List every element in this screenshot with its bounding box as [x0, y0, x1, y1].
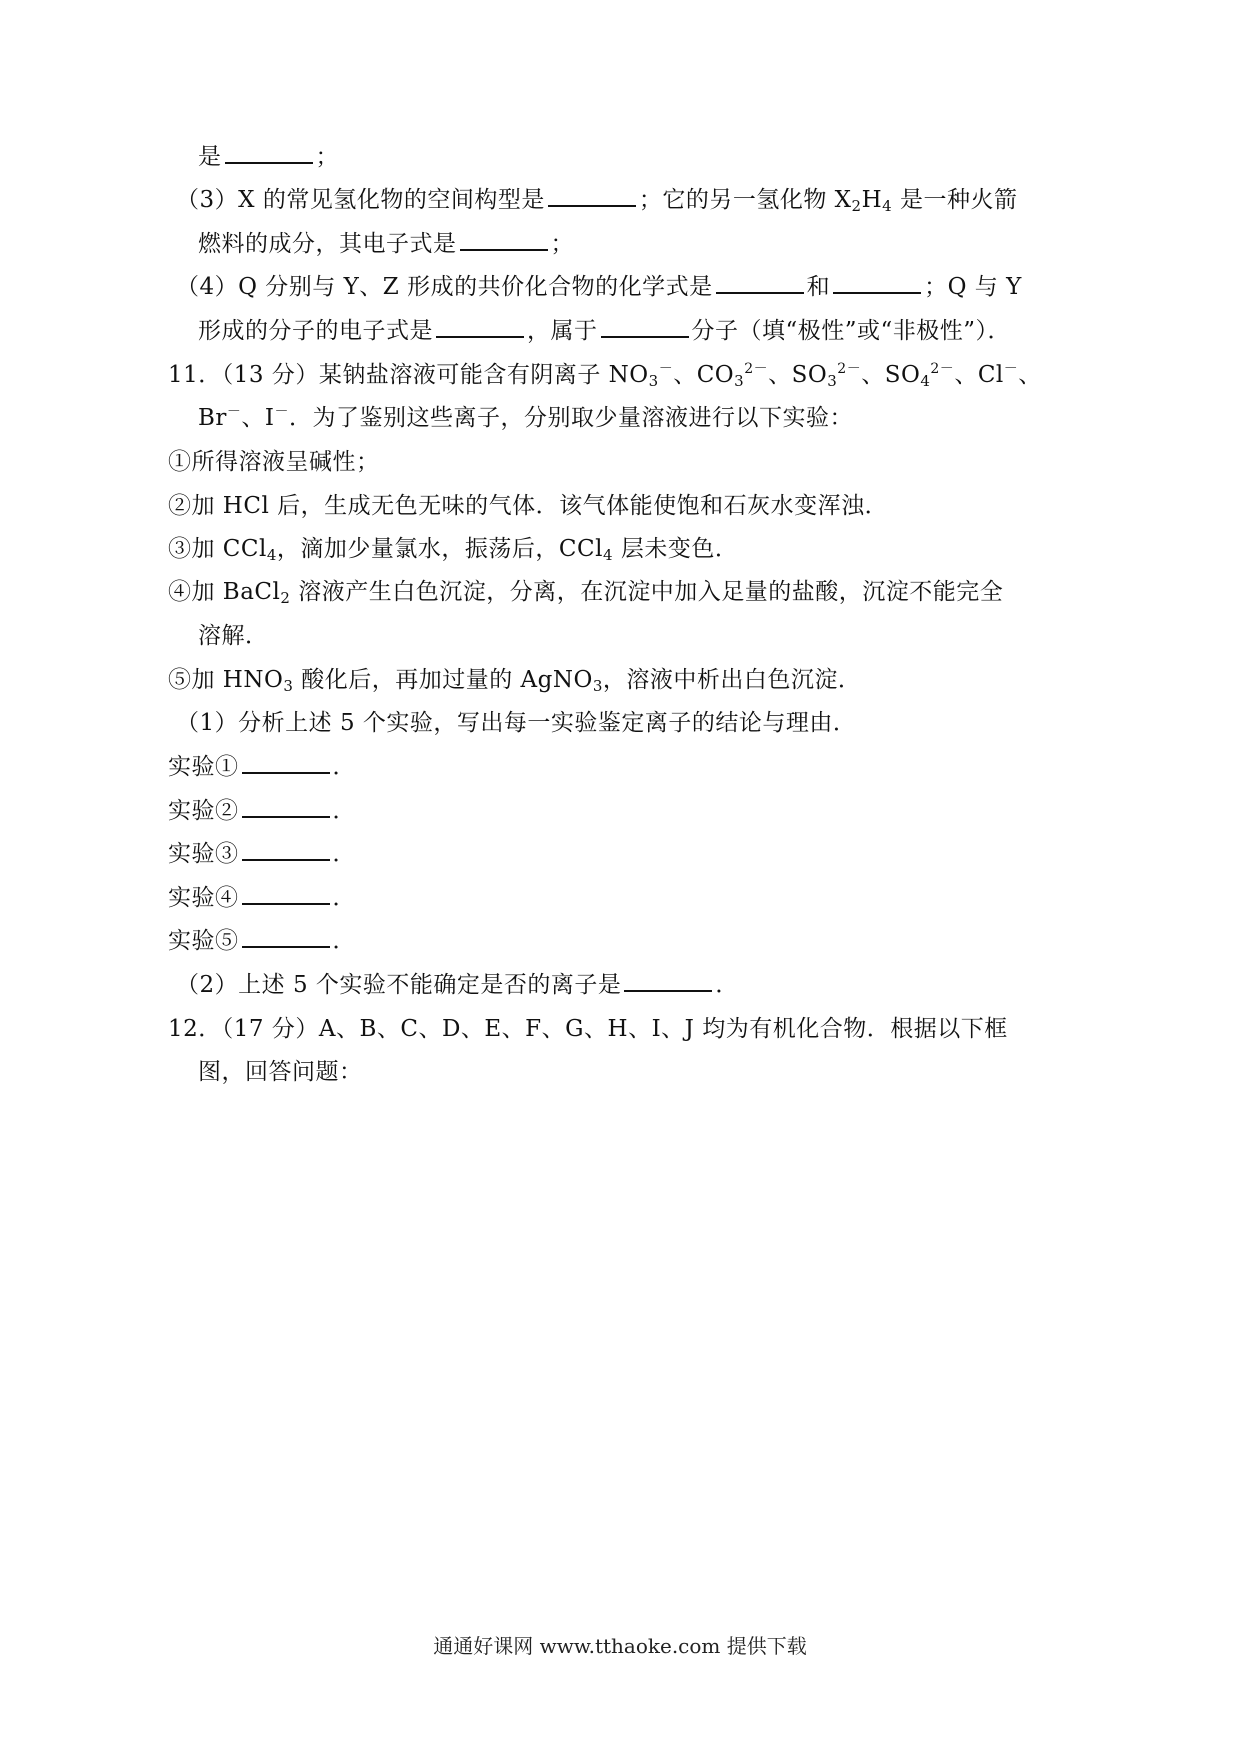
- text: ；: [550, 231, 574, 257]
- text: （4）Q 分别与 Y、Z 形成的共价化合物的化学式是: [176, 274, 713, 300]
- text: 实验④: [168, 885, 239, 911]
- q12-stem-line2: [198, 1057, 363, 1087]
- q10-part3-line1: [176, 185, 1017, 215]
- superscript: －: [274, 404, 289, 420]
- text: ．: [715, 972, 739, 998]
- text: 、I: [241, 405, 275, 431]
- subscript: 4: [266, 546, 277, 564]
- subscript: 3: [592, 677, 603, 695]
- subscript: 2: [280, 589, 291, 607]
- text: 层未变色．: [613, 536, 739, 562]
- answer-blank: [601, 316, 689, 338]
- text: ；: [315, 144, 339, 170]
- text: 、: [1018, 362, 1042, 388]
- q11-answer-exp4: [168, 883, 356, 913]
- q11-answer-exp3: [168, 839, 356, 869]
- answer-blank: [548, 185, 636, 207]
- superscript: －: [658, 361, 674, 377]
- q11-experiment-4-line1: [168, 577, 1003, 607]
- answer-blank: [460, 229, 548, 251]
- subscript: 4: [920, 372, 931, 390]
- subscript: 4: [882, 197, 893, 215]
- q11-answer-exp5: [168, 926, 356, 956]
- text: 实验①: [168, 754, 239, 780]
- text: ．: [332, 885, 356, 911]
- text: 11．（13 分）某钠盐溶液可能含有阴离子 NO: [168, 362, 649, 388]
- superscript: 2－: [744, 361, 769, 377]
- answer-blank: [225, 142, 313, 164]
- text: 是: [198, 144, 222, 170]
- text: ，属于: [527, 318, 598, 344]
- text: ②加 HCl 后，生成无色无味的气体．该气体能使饱和石灰水变浑浊．: [168, 493, 889, 519]
- text: （1）分析上述 5 个实验，写出每一实验鉴定离子的结论与理由．: [176, 710, 857, 736]
- text: ，滴加少量氯水，振荡后，CCl: [276, 536, 603, 562]
- q11-experiment-5: [168, 665, 861, 695]
- text: 图，回答问题：: [198, 1059, 363, 1085]
- text: 、SO: [768, 362, 828, 388]
- q11-experiment-4-line2: [198, 621, 269, 651]
- q10-part4-line1: [176, 272, 1022, 302]
- q12-stem-line1: [168, 1014, 1008, 1044]
- text: ；它的另一氢化物 X: [638, 187, 852, 213]
- text: ．: [332, 754, 356, 780]
- answer-blank: [242, 752, 330, 774]
- answer-blank: [624, 970, 712, 992]
- q11-part2: [176, 970, 739, 1000]
- text: 、CO: [673, 362, 735, 388]
- text: 12．（17 分）A、B、C、D、E、F、G、H、I、J 均为有机化合物．根据以下框: [168, 1016, 1008, 1042]
- q11-stem-line1: [168, 360, 1042, 390]
- subscript: 2: [851, 197, 862, 215]
- text: 、SO: [861, 362, 921, 388]
- text: 实验③: [168, 841, 239, 867]
- answer-blank: [242, 796, 330, 818]
- answer-blank: [242, 883, 330, 905]
- text: 酸化后，再加过量的 AgNO: [293, 667, 593, 693]
- text: ．: [332, 841, 356, 867]
- q11-part1: [176, 708, 856, 738]
- text: ④加 BaCl: [168, 579, 281, 605]
- text: ⑤加 HNO: [168, 667, 284, 693]
- text: 溶解．: [198, 623, 269, 649]
- answer-blank: [833, 272, 921, 294]
- text: （2）上述 5 个实验不能确定是否的离子是: [176, 972, 622, 998]
- q11-answer-exp2: [168, 796, 356, 826]
- text: 和: [806, 274, 831, 300]
- superscript: 2－: [837, 361, 862, 377]
- text: ；Q 与 Y: [924, 274, 1022, 300]
- text: 实验⑤: [168, 928, 239, 954]
- text: H: [861, 187, 883, 213]
- text: Br: [198, 405, 227, 431]
- text: 燃料的成分，其电子式是: [198, 231, 457, 257]
- subscript: 3: [827, 372, 838, 390]
- subscript: 4: [602, 546, 614, 564]
- answer-blank: [436, 316, 524, 338]
- q11-experiment-1: [168, 447, 380, 477]
- text: ．: [332, 798, 356, 824]
- text: ③加 CCl: [168, 536, 267, 562]
- superscript: －: [226, 404, 242, 420]
- text: ．: [332, 928, 356, 954]
- text: 、Cl: [954, 362, 1004, 388]
- subscript: 3: [283, 677, 294, 695]
- text: 形成的分子的电子式是: [198, 318, 433, 344]
- text: ①所得溶液呈碱性；: [168, 449, 380, 475]
- text: 分子（填“极性”或“非极性”）．: [691, 318, 1012, 344]
- text: （3）X 的常见氢化物的空间构型是: [176, 187, 545, 213]
- q11-experiment-2: [168, 491, 888, 521]
- text: 溶液产生白色沉淀，分离，在沉淀中加入足量的盐酸，沉淀不能完全: [290, 579, 1004, 605]
- answer-blank: [242, 839, 330, 861]
- q10-part4-line2: [198, 316, 1011, 346]
- subscript: 3: [648, 372, 659, 390]
- q11-answer-exp1: [168, 752, 356, 782]
- text: 是一种火箭: [892, 187, 1018, 213]
- subscript: 3: [734, 372, 745, 390]
- q11-experiment-3: [168, 534, 738, 564]
- q11-stem-line2: [198, 403, 853, 433]
- superscript: －: [1003, 361, 1019, 377]
- q10-part3-line2: [198, 229, 574, 259]
- page-footer: 通通好课网 www.tthaoke.com 提供下载: [433, 1634, 807, 1658]
- text: ．为了鉴别这些离子，分别取少量溶液进行以下实验：: [289, 405, 853, 431]
- text: 实验②: [168, 798, 239, 824]
- q10-cont-line: [198, 142, 339, 172]
- answer-blank: [242, 926, 330, 948]
- superscript: 2－: [930, 361, 955, 377]
- text: ，溶液中析出白色沉淀．: [602, 667, 862, 693]
- answer-blank: [716, 272, 804, 294]
